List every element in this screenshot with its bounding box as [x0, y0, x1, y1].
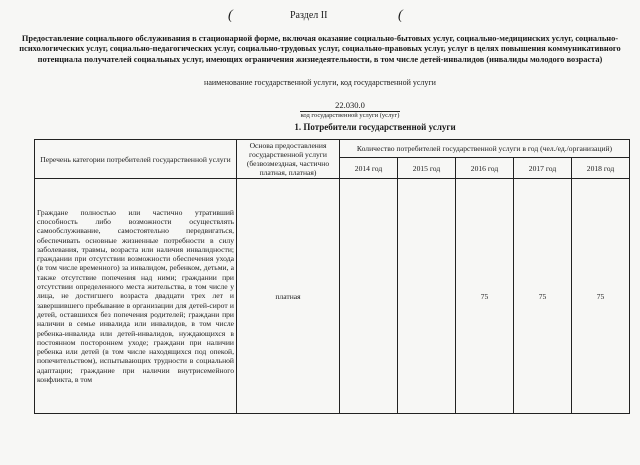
header-year: 2017 год	[514, 158, 572, 179]
value-cell	[340, 179, 398, 414]
value-cell: 75	[514, 179, 572, 414]
basis-cell: платная	[237, 179, 340, 414]
service-code-caption: код государственной услуги (услуг)	[300, 112, 400, 119]
service-title: Предоставление социального обслуживания в стационарной форме, включая оказание социально-бытовых услуг, социально-медицинских услуг, социально-психологических услуг, социально-педагогических услуг, социально-трудовых услуг, социально-правовых услуг, услуг в целях повышения коммуникативного потенциала получателей социальных услуг, имеющих ограничения жизнедеятельности, в том числе детей-инвалидов (инвалиды молодого возраста)	[19, 34, 621, 64]
service-code: 22.030.0	[300, 100, 400, 112]
header-category: Перечень категории потребителей государственной услуги	[35, 140, 237, 179]
value-cell: 75	[456, 179, 514, 414]
handwritten-mark-right: (	[398, 8, 403, 23]
header-year: 2015 год	[398, 158, 456, 179]
section-title: Раздел II	[290, 10, 328, 21]
handwritten-mark-left: (	[228, 8, 233, 23]
header-basis: Основа предоставления государственной услуги (безвозмездная, частично платная, платная)	[237, 140, 340, 179]
table-row	[35, 179, 630, 414]
header-quantity: Количество потребителей государственной услуги в год (чел./ед./организаций)	[340, 140, 630, 158]
value-cell: 75	[572, 179, 630, 414]
consumers-table	[34, 139, 630, 414]
header-year: 2016 год	[456, 158, 514, 179]
header-year: 2018 год	[572, 158, 630, 179]
header-year: 2014 год	[340, 158, 398, 179]
consumers-section-title: 1. Потребители государственной услуги	[294, 122, 456, 132]
service-title-caption: наименование государственной услуги, код государственной услуги	[204, 78, 436, 87]
value-cell	[398, 179, 456, 414]
category-cell: Граждане полностью или частично утративший способность либо возможности осуществлять самообслуживание, самостоятельно передвигаться, обеспечивать основные жизненные потребности в силу заболевания, травмы, возраста или наличия инвалидности; граждании при отсутствии возможности обеспечения ухода (в том числе временного) за инвалидом, ребенком, детьми, а также отсутствие попечения над ними; граждании при отсутствии определенного места жительства, в том числе у лица, не достигшего возраста двадцати трех лет и завершившего пребывание в организации для детей-сирот и детей, оставшихся без попечения родителей; граждани при наличии в семье инвалида или инвалидов, в том числе ребенка-инвалида или детей-инвалидов, нуждающихся в постоянном постороннем уходе; граждани при наличии ребенка или детей (в том числе находящихся под опекой, попечительством), испытывающих трудности в социальной адаптации; граждание при наличии внутрисемейного конфликта, в том	[35, 179, 237, 414]
section-header	[0, 8, 640, 28]
